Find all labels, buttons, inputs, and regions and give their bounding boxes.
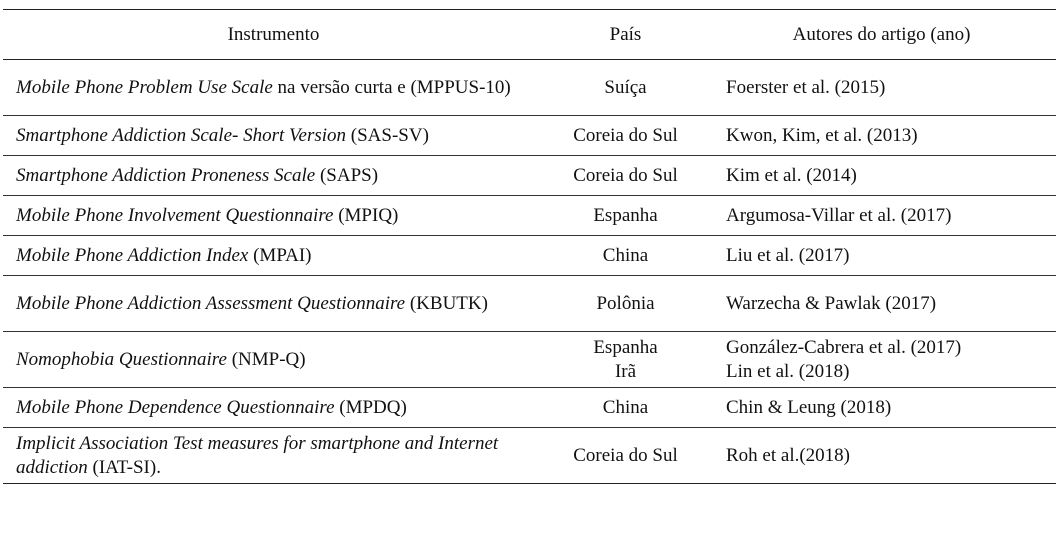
table-row [3,332,1056,388]
instrument-abbrev: (NMP-Q) [226,348,306,370]
country-name: Coreia do Sul [573,444,678,466]
table-row [3,388,1056,428]
author-citation: Kwon, Kim, et al. (2013) [726,124,918,146]
instrument-cell [3,196,544,236]
header-row [3,10,1056,60]
instrument-name: Mobile Phone Addiction Assessment Questionnaire [16,292,406,314]
table-body [3,60,1056,484]
instrument-cell [3,388,544,428]
instruments-table [3,9,1056,484]
country-cell [544,196,707,236]
instrument-cell [3,116,544,156]
author-citation: Chin & Leung (2018) [726,396,892,418]
table-header [3,10,1056,60]
authors-cell [707,276,1056,332]
instrument-abbrev: (MPIQ) [333,204,399,226]
instrument-name: Mobile Phone Problem Use Scale [16,76,273,98]
country-cell [544,276,707,332]
table-row [3,196,1056,236]
instrument-abbrev: (KBUTK) [405,292,488,314]
country-cell [544,60,707,116]
table-row [3,156,1056,196]
table-row [3,428,1056,484]
country-name: Espanha [593,336,658,358]
country-cell [544,236,707,276]
author-citation: Roh et al.(2018) [726,444,851,466]
instrument-abbrev: (MPDQ) [334,396,407,418]
country-cell [544,156,707,196]
country-cell [544,428,707,484]
authors-cell [707,156,1056,196]
instrument-cell [3,236,544,276]
country-cell [544,388,707,428]
country-name: China [602,396,649,418]
table-row [3,236,1056,276]
authors-cell [707,388,1056,428]
author-citation: Argumosa-Villar et al. (2017) [726,204,952,226]
authors-cell [707,116,1056,156]
authors-cell [707,196,1056,236]
author-citation: González-Cabrera et al. (2017) [726,336,962,358]
country-name: Coreia do Sul [573,164,678,186]
instrument-name: Smartphone Addiction Proneness Scale [16,164,316,186]
authors-cell [707,428,1056,484]
instrument-name: Mobile Phone Addiction Index [16,244,249,266]
table-row [3,116,1056,156]
author-citation: Kim et al. (2014) [726,164,857,186]
instrument-abbrev: (MPAI) [248,244,312,266]
header-autores: Autores do artigo (ano) [707,10,1056,60]
instrument-cell [3,60,544,116]
instrument-abbrev: (SAPS) [315,164,379,186]
country-name: Polônia [596,292,655,314]
author-citation: Warzecha & Pawlak (2017) [726,292,937,314]
header-pais: País [544,10,707,60]
country-name: China [602,244,649,266]
authors-cell [707,332,1056,388]
table-row [3,276,1056,332]
table-row [3,60,1056,116]
instrument-name: Nomophobia Questionnaire [16,348,227,370]
instrument-cell [3,156,544,196]
instrument-cell [3,276,544,332]
instrument-abbrev: na versão curta e (MPPUS-10) [272,76,511,98]
instrument-cell [3,428,544,484]
authors-cell [707,60,1056,116]
author-citation: Foerster et al. (2015) [726,76,886,98]
country-cell [544,116,707,156]
author-citation: Lin et al. (2018) [726,360,850,382]
country-cell [544,332,707,388]
instrument-abbrev: (SAS-SV) [346,124,429,146]
country-name: Espanha [593,204,658,226]
instrument-abbrev: (IAT-SI). [87,456,161,478]
instrument-cell [3,332,544,388]
instrument-name: Mobile Phone Dependence Questionnaire [16,396,335,418]
country-name: Suíça [604,76,647,98]
authors-cell [707,236,1056,276]
instrument-name: Implicit Association Test measures for smartphone and Internet addiction [16,432,499,478]
instrument-name: Mobile Phone Involvement Questionnaire [16,204,334,226]
country-name: Irã [614,360,637,382]
author-citation: Liu et al. (2017) [726,244,850,266]
instrument-name: Smartphone Addiction Scale- Short Version [16,124,347,146]
country-name: Coreia do Sul [573,124,678,146]
header-instrumento: Instrumento [3,10,544,60]
